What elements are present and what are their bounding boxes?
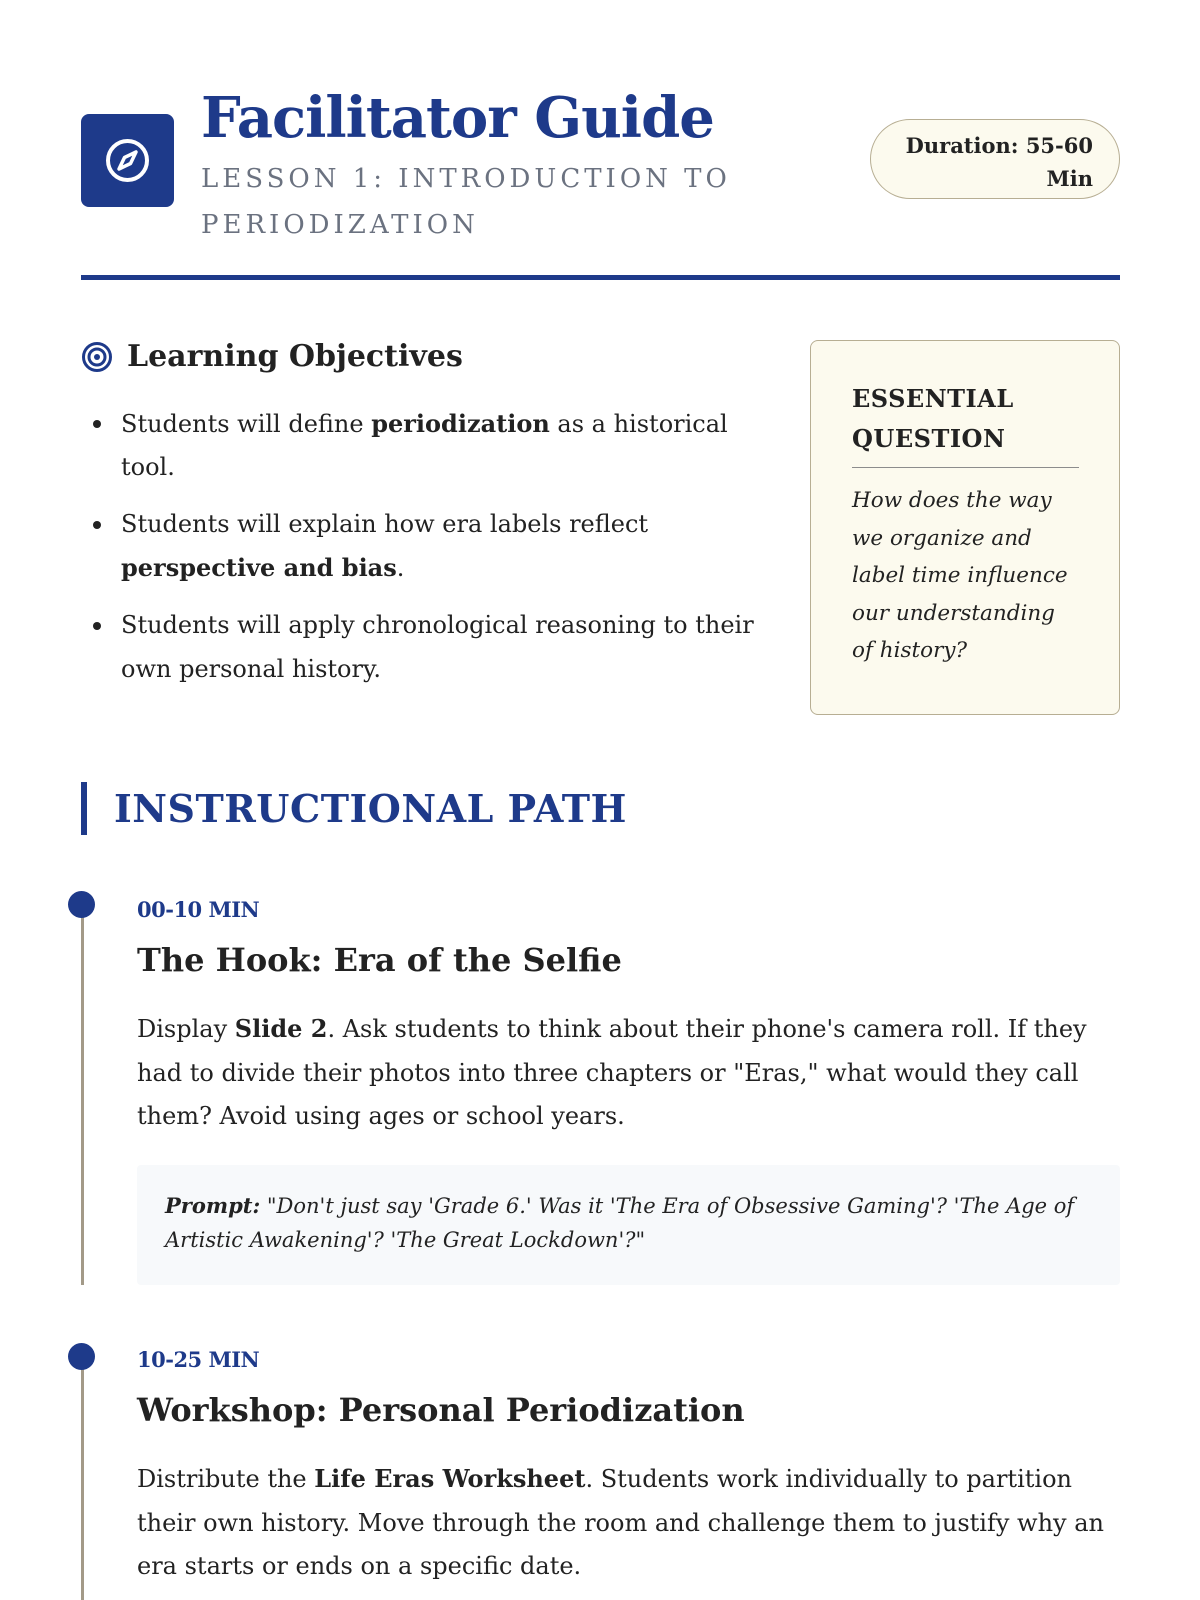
header-divider [81, 275, 1120, 280]
lesson-subtitle: LESSON 1: INTRODUCTION TO PERIODIZATION [201, 164, 731, 240]
target-icon [81, 341, 113, 373]
step-description: Display Slide 2. Ask students to think about their phone's camera roll. If they had to divide their photos into three chapters or "Eras," what would they call them? Avoid using ages or school years. [137, 1014, 1087, 1130]
instructional-path-heading [81, 782, 1120, 836]
objectives-list [81, 402, 761, 691]
step-title: The Hook: Era of the Selfie [137, 941, 622, 979]
page-title: Facilitator Guide [201, 85, 714, 151]
objectives-title: Learning Objectives [127, 339, 463, 374]
essential-question-label: ESSENTIAL QUESTION [852, 379, 1079, 468]
prompt-callout [137, 1165, 1120, 1285]
step-title: Workshop: Personal Periodization [137, 1391, 745, 1429]
timeline-line [81, 905, 84, 1285]
timeline-line [81, 1357, 84, 1600]
objectives-heading [81, 336, 761, 380]
objective-item: Students will define periodization as a historical tool. [81, 402, 761, 489]
prompt-label: Prompt: [165, 1192, 261, 1218]
timeline-step [137, 895, 1120, 1285]
section-accent-bar [81, 782, 87, 835]
step-description: Distribute the Life Eras Worksheet. Students work individually to partition their own history. Move through the room and challenge them to justify why an era starts or ends on a specific date. [137, 1464, 1104, 1580]
section-title: INSTRUCTIONAL PATH [114, 786, 627, 831]
learning-objectives [81, 336, 761, 705]
step-time: 10-25 MIN [137, 1347, 260, 1372]
timeline-dot [68, 1343, 95, 1370]
essential-question-box [810, 340, 1120, 715]
compass-icon [81, 114, 174, 207]
objective-item: Students will explain how era labels reflect perspective and bias. [81, 503, 761, 590]
duration-badge: Duration: 55-60 Min [870, 119, 1120, 199]
prompt-text: "Don't just say 'Grade 6.' Was it 'The Era of Obsessive Gaming'? 'The Age of Artistic Awakening'? 'The Great Lockdown'?" [165, 1193, 1075, 1252]
essential-question-text: How does the way we organize and label time influence our understanding of history? [852, 488, 1068, 663]
timeline-dot [68, 891, 95, 918]
facilitator-guide-page [81, 0, 1120, 1600]
timeline-step [137, 1345, 1120, 1589]
page-header [81, 86, 1120, 286]
objective-item: Students will apply chronological reasoning to their own personal history. [81, 604, 761, 691]
step-time: 00-10 MIN [137, 897, 260, 922]
